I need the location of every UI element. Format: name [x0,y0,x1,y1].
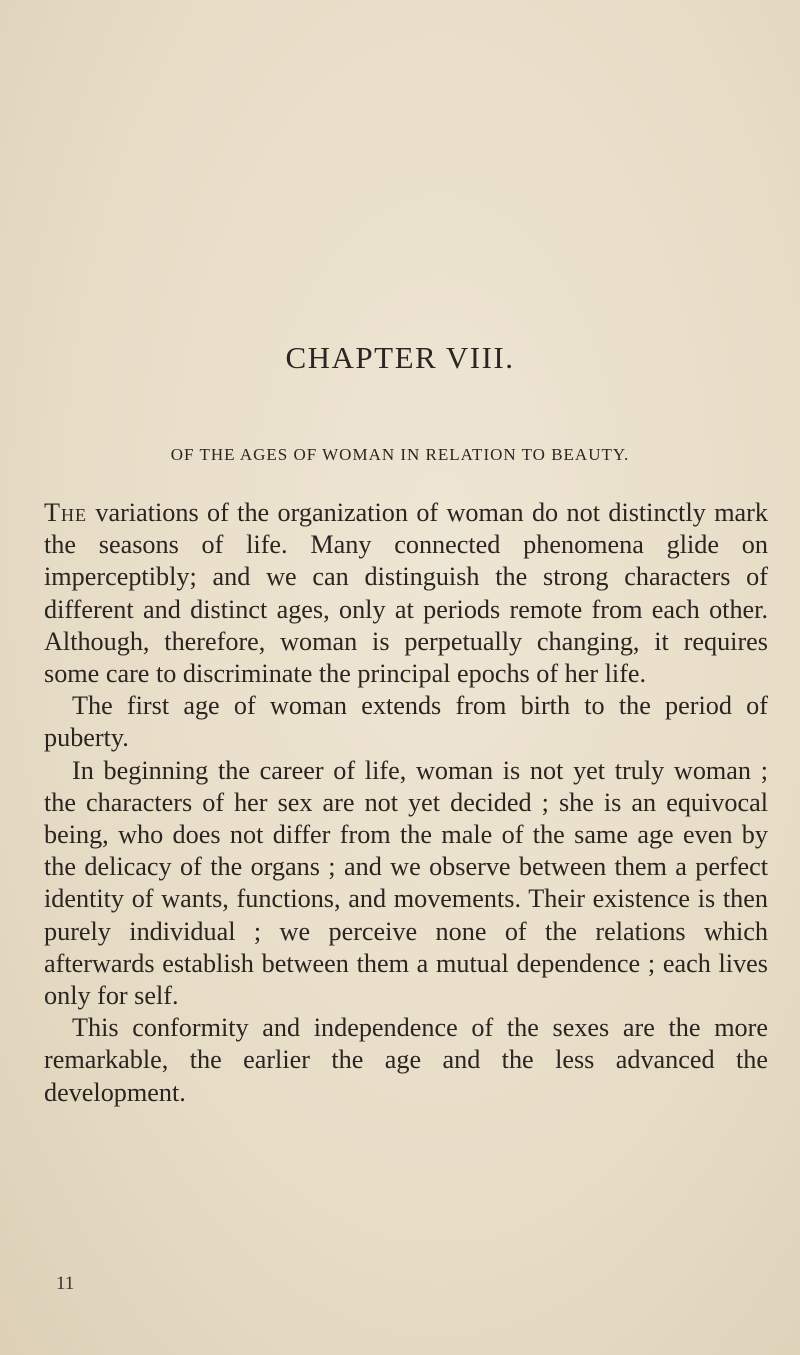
paragraph-lead-word: The [44,498,87,527]
paragraph-3: In beginning the career of life, woman is not yet truly woman ; the characters of her sex are not yet decided ; she is an equivocal being, who does not differ from the male of the same age even by the delicacy of the organs ; and we observe between them a perfect identity of wants, functions, and movements. Their existence is then purely individual ; we perceive none of the relations which afterwards establish between them a mutual dependence ; each lives only for self. [44,755,768,1011]
chapter-title: CHAPTER VIII. [285,340,515,375]
paragraph-text: variations of the organization of woman do not distinctly mark the seasons of life. Many connected phenomena glide on imperceptibly; and we can distinguish the strong characters of different and distinct ages, only at periods remote from each other. Although, therefore, woman is perpetually changing, it requires some care to discriminate the principal epochs of her life. [44,498,768,689]
page-folio: 11 [56,1273,75,1294]
chapter-subtitle: OF THE AGES OF WOMAN IN RELATION TO BEAUTY. [170,445,630,464]
paragraph-4: This conformity and independence of the sexes are the more remarkable, the earlier the age and the less advanced the development. [44,1013,768,1107]
body-text [44,497,768,1109]
paragraph-1 [44,497,768,690]
paragraph-2: The first age of woman extends from birth to the period of puberty. [44,691,768,753]
